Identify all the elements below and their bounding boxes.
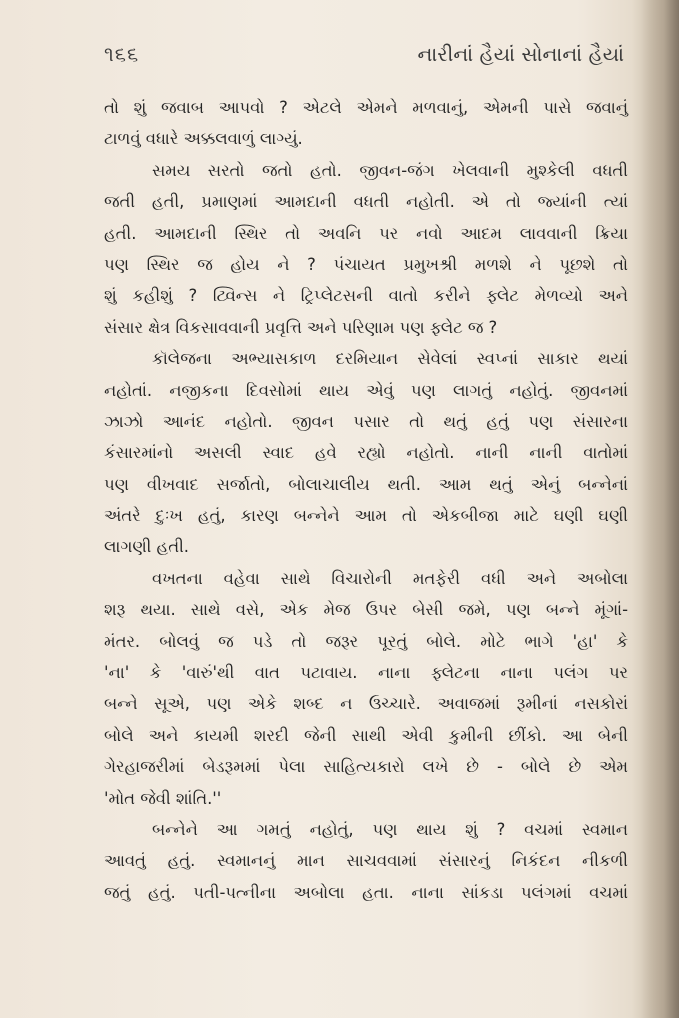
- text-line: પણ સ્થિર જ હોય ને ? પંચાયત પ્રમુખશ્રી મળશે ને પૂછશે તો: [104, 254, 628, 274]
- paragraph-start-line: કૉલેજના અભ્યાસકાળ દરમિયાન સેવેલાં સ્વપ્નાં સાકાર થયાં: [152, 349, 628, 369]
- text-line: પણ વીખવાદ સર્જાતો, બોલાચાલીય થતી. આમ થતું એનું બન્નેનાં: [104, 474, 628, 494]
- text-line: જતું હતું. પતી-પત્નીના અબોલા હતા. નાના સાંકડા પલંગમાં વચમાં: [104, 882, 628, 902]
- text-line: તો શું જવાબ આપવો ? એટલે એમને મળવાનું, એમની પાસે જવાનું: [104, 98, 628, 117]
- running-title: નારીનાં હૈયાં સોનાનાં હૈયાં: [417, 42, 624, 66]
- text-line: આવતું હતું. સ્વમાનનું માન સાચવવામાં સંસારનું નિકંદન નીકળી: [104, 851, 628, 871]
- text-line: બોલે અને કાયમી શરદી જેની સાથી એવી કુમીની છીંકો. આ બેની: [104, 725, 628, 745]
- page-binding-shadow: [641, 0, 679, 1018]
- text-line: નહોતાં. નજીકના દિવસોમાં થાય એવું પણ લાગતું નહોતું. જીવનમાં: [104, 380, 628, 400]
- paragraph-start-line: સમય સરતો જતો હતો. જીવન-જંગ ખેલવાની મુશ્કેલી વધતી: [152, 160, 628, 180]
- text-line: 'મોત જેવી શાંતિ.'': [104, 788, 222, 808]
- page-body-text: [104, 92, 628, 908]
- paragraph-start-line: વખતના વહેવા સાથે વિચારોની મતફેરી વધી અને અબોલા: [152, 568, 628, 588]
- text-line: લાગણી હતી.: [104, 537, 189, 557]
- text-line: ટાળવું વધારે અક્કલવાળું લાગ્યું.: [104, 129, 303, 149]
- text-line: શું કહીશું ? ટ્વિન્સ ને ટ્રિપ્લેટસની વાતો કરીને ફ્લેટ મેળવ્યો અને: [104, 286, 628, 306]
- page-header: [104, 42, 624, 74]
- page-number: ૧૬૬: [104, 42, 140, 66]
- text-line: 'ના' કે 'વારું'થી વાત પટાવાય. નાના ફ્લેટના નાના પલંગ પર: [104, 663, 628, 683]
- text-line: જતી હતી, પ્રમાણમાં આમદાની વધતી નહોતી. એ તો જ્યાંની ત્યાં: [104, 192, 628, 212]
- paragraph-start-line: બન્નેને આ ગમતું નહોતું, પણ થાય શું ? વચમાં સ્વમાન: [152, 819, 628, 839]
- text-line: મંતર. બોલવું જ પડે તો જરૂર પૂરતું બોલે. મોટે ભાગે 'હા' કે: [104, 631, 628, 651]
- text-line: ઝાઝો આનંદ નહોતો. જીવન પસાર તો થતું હતું પણ સંસારના: [104, 411, 628, 431]
- text-line: ગેરહાજરીમાં બેડરૂમમાં પેલા સાહિત્યકારો લખે છે - બોલે છે એમ: [104, 757, 628, 777]
- text-line: શરૂ થયા. સાથે વસે, એક મેજ ઉપર બેસી જમે, પણ બન્ને મૂંગાં-: [104, 600, 628, 620]
- text-line: હતી. આમદાની સ્થિર તો અવનિ પર નવો આદમ લાવવાની ક્રિયા: [104, 223, 628, 243]
- text-line: કંસારમાંનો અસલી સ્વાદ હવે રહ્યો નહોતો. નાની નાની વાતોમાં: [104, 443, 628, 463]
- text-line: બન્ને સૂએ, પણ એકે શબ્દ ન ઉચ્ચારે. અવાજમાં રૂમીનાં નસકોરાં: [104, 694, 628, 714]
- text-line: અંતરે દુઃખ હતું, કારણ બન્નેને આમ તો એકબીજા માટે ઘણી ઘણી: [104, 506, 628, 526]
- text-line: સંસાર ક્ષેત્ર વિકસાવવાની પ્રવૃત્તિ અને પરિણામ પણ ફ્લેટ જ ?: [104, 317, 498, 337]
